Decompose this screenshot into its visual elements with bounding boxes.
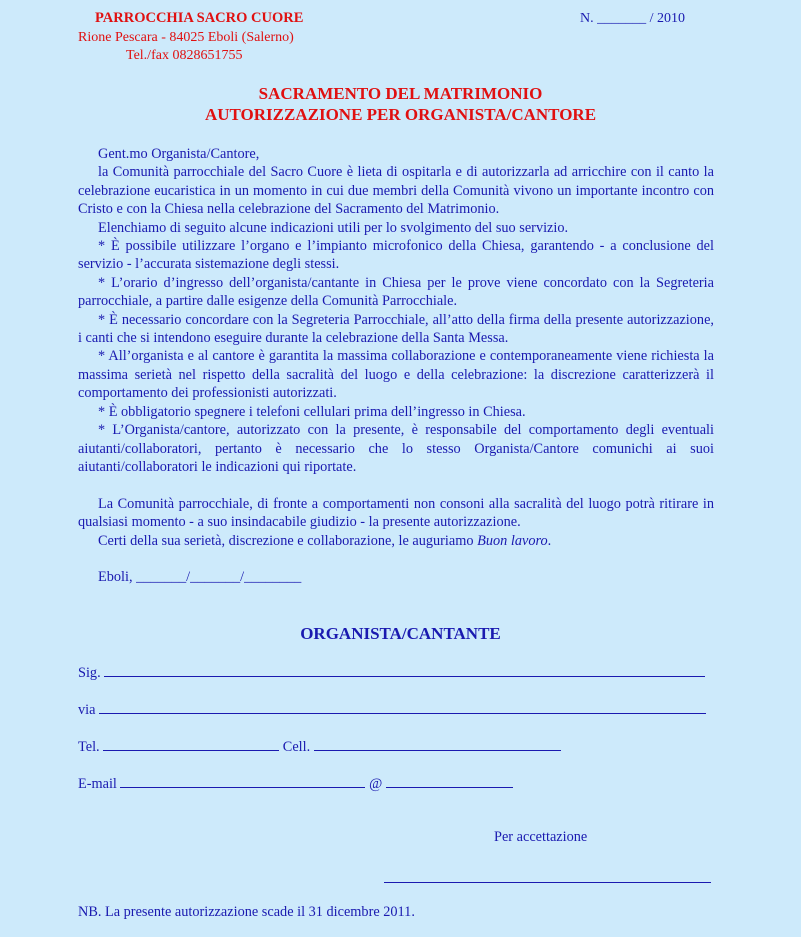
signature-line[interactable]	[384, 882, 711, 883]
parish-phone: Tel./fax 0828651755	[126, 48, 243, 63]
email-field	[78, 775, 513, 793]
rule-item: * All’organista e al cantore è garantita la massima collaborazione e contemporaneamente viene richiesta la massima serietà nel rispetto della sacralità del luogo e della celebrazione: la discrezione caratterizzerà il comportamento dei professionisti autorizzati.	[78, 348, 714, 402]
rule-item: * L’orario d’ingresso dell’organista/cantante in Chiesa per le prove viene concordato con la Segreteria parrocchiale, a partire dalle esigenze della Comunità Parrocchiale.	[78, 274, 714, 310]
rule-item: * L’Organista/cantore, autorizzato con la presente, è responsabile del comportamento degli eventuali aiutanti/collaboratori, pertanto è necessario che lo stesso Organista/Cantore comunichi ai suoi aiutanti/collaboratori le indicazioni qui riportate.	[78, 422, 714, 475]
via-input-line[interactable]	[99, 701, 706, 714]
document-title-line-1: SACRAMENTO DEL MATRIMONIO	[258, 84, 543, 103]
rule-item: * È possibile utilizzare l’organo e l’impianto microfonico della Chiesa, garantendo - a conclusione del servizio - l’accurata sistemazione degli stessi.	[78, 238, 714, 273]
revocation-paragraph: La Comunità parrocchiale, di fronte a comportamenti non consoni alla sacralità del luogo potrà ritirare in qualsiasi momento - a suo insindacabile giudizio - la presente autorizzazione.	[78, 495, 714, 531]
salutation: Gent.mo Organista/Cantore,	[98, 146, 260, 162]
tel-label: Tel.	[78, 739, 100, 755]
closing-text: Certi della sua serietà, discrezione e collaborazione, le auguriamo	[98, 532, 478, 549]
instructions-intro: Elenchiamo di seguito alcune indicazioni utili per lo svolgimento del suo servizio.	[98, 219, 569, 236]
intro-paragraph: la Comunità parrocchiale del Sacro Cuore è lieta di ospitarla e di autorizzarla ad arricchire con il canto la celebrazione eucaristica in un momento in cui due membri della Comunità vivono un importante incontro con Cristo e con la Chiesa nella celebrazione del Sacramento del Matrimonio.	[78, 164, 714, 218]
email-user-line[interactable]	[120, 775, 365, 788]
via-field[interactable]	[78, 701, 706, 719]
rule-item: * È obbligatorio spegnere i telefoni cellulari prima dell’ingresso in Chiesa.	[98, 403, 526, 420]
closing-period: .	[547, 532, 552, 549]
protocol-number	[580, 11, 685, 27]
section-title: ORGANISTA/CANTANTE	[300, 624, 501, 643]
via-label: via	[78, 702, 96, 718]
closing-wish: Buon lavoro	[477, 532, 548, 549]
cell-label: Cell.	[282, 739, 311, 755]
document-title-line-2: AUTORIZZAZIONE PER ORGANISTA/CANTORE	[204, 105, 597, 124]
email-label: E-mail	[78, 776, 117, 792]
phone-fields	[78, 738, 561, 756]
letter-body	[78, 145, 714, 587]
at-sign: @	[369, 776, 383, 792]
acceptance-label: Per accettazione	[494, 829, 588, 845]
number-blank: _______	[597, 11, 647, 26]
number-year: / 2010	[649, 11, 686, 26]
sig-label: Sig.	[78, 665, 101, 681]
cell-input-line[interactable]	[314, 738, 561, 751]
sig-input-line[interactable]	[104, 664, 705, 677]
tel-input-line[interactable]	[103, 738, 279, 751]
parish-name: PARROCCHIA SACRO CUORE	[95, 10, 304, 26]
rule-item: * È necessario concordare con la Segreteria Parrocchiale, all’atto della firma della presente autorizzazione, i canti che si intendono eseguire durante la celebrazione della Santa Messa.	[78, 311, 714, 347]
number-label: N.	[580, 11, 594, 26]
date-line: Eboli, _______/_______/________	[98, 569, 302, 586]
closing-paragraph	[78, 532, 714, 550]
parish-address: Rione Pescara - 84025 Eboli (Salerno)	[78, 30, 294, 45]
expiry-note: NB. La presente autorizzazione scade il 31 dicembre 2011.	[78, 904, 415, 920]
email-domain-line[interactable]	[386, 775, 513, 788]
sig-field[interactable]	[78, 664, 705, 682]
